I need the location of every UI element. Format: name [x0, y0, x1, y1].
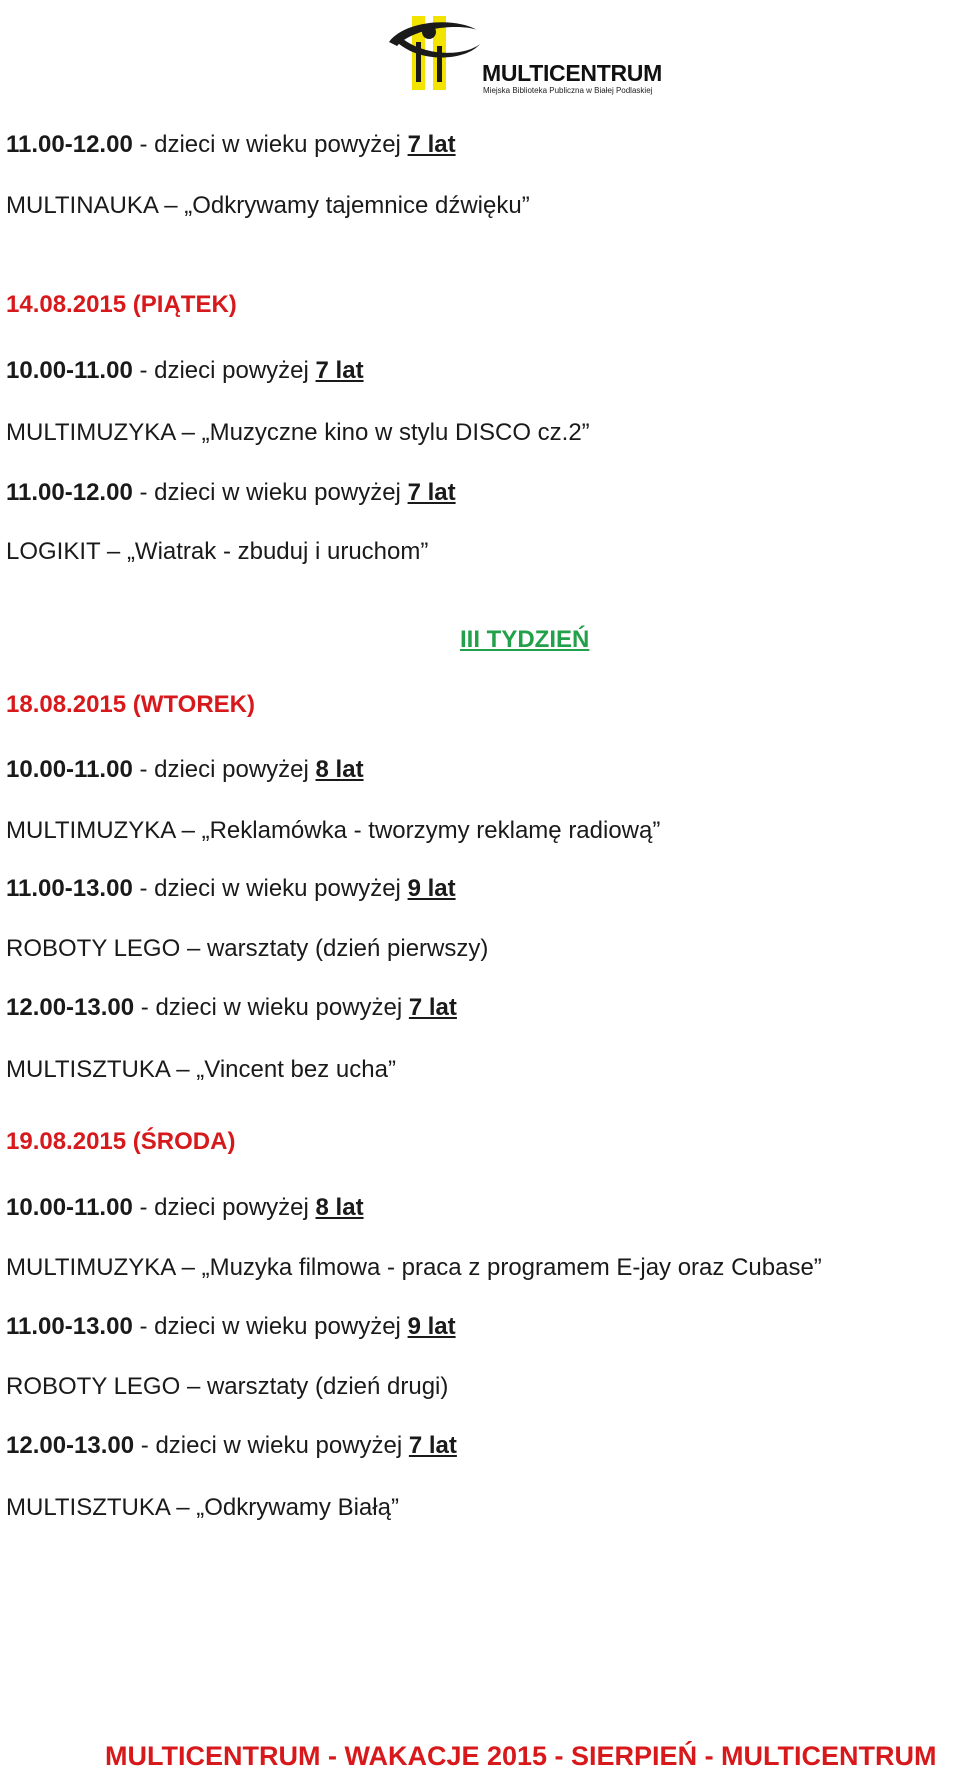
- time-range: 10.00-11.00: [6, 1194, 133, 1221]
- age-limit: 8 lat: [315, 756, 364, 783]
- age-limit: 8 lat: [315, 1194, 364, 1221]
- time-slot: [6, 478, 456, 508]
- age-description: - dzieci powyżej: [132, 756, 316, 783]
- activity-title: MULTINAUKA – „Odkrywamy tajemnice dźwięku”: [6, 192, 530, 219]
- date-heading: 18.08.2015 (WTOREK): [6, 691, 255, 718]
- time-range: 11.00-13.00: [6, 875, 133, 902]
- time-range: 10.00-11.00: [6, 756, 133, 783]
- time-slot: [6, 1193, 364, 1223]
- age-description: - dzieci powyżej: [132, 357, 316, 384]
- time-range: 12.00-13.00: [6, 1432, 135, 1459]
- week-heading: III TYDZIEŃ: [460, 626, 590, 653]
- age-limit: 9 lat: [407, 875, 456, 902]
- age-description: - dzieci w wieku powyżej: [132, 479, 408, 506]
- date-heading: 19.08.2015 (ŚRODA): [6, 1128, 236, 1155]
- age-limit: 7 lat: [407, 479, 456, 506]
- age-limit: 7 lat: [407, 131, 456, 158]
- age-limit: 7 lat: [408, 1432, 457, 1459]
- logo: [385, 12, 685, 102]
- activity-title: LOGIKIT – „Wiatrak - zbuduj i uruchom”: [6, 538, 429, 565]
- age-description: - dzieci w wieku powyżej: [134, 994, 409, 1021]
- activity-title: MULTIMUZYKA – „Reklamówka - tworzymy reklamę radiową”: [6, 817, 661, 844]
- time-range: 12.00-13.00: [6, 994, 135, 1021]
- activity-title: ROBOTY LEGO – warsztaty (dzień drugi): [6, 1373, 449, 1400]
- time-slot: [6, 755, 364, 785]
- footer-banner: MULTICENTRUM - WAKACJE 2015 - SIERPIEŃ - MULTICENTRUM: [105, 1741, 937, 1771]
- age-description: - dzieci powyżej: [132, 1194, 316, 1221]
- time-slot: [6, 1431, 457, 1461]
- activity-title: MULTIMUZYKA – „Muzyka filmowa - praca z programem E-jay oraz Cubase”: [6, 1254, 822, 1281]
- time-range: 11.00-12.00: [6, 131, 133, 158]
- age-limit: 7 lat: [408, 994, 457, 1021]
- age-limit: 9 lat: [407, 1313, 456, 1340]
- time-slot: [6, 356, 364, 386]
- activity-title: MULTISZTUKA – „Odkrywamy Białą”: [6, 1494, 399, 1521]
- age-description: - dzieci w wieku powyżej: [132, 875, 408, 902]
- age-description: - dzieci w wieku powyżej: [132, 131, 408, 158]
- time-slot: [6, 130, 456, 160]
- activity-title: MULTISZTUKA – „Vincent bez ucha”: [6, 1056, 396, 1083]
- time-slot: [6, 874, 456, 904]
- activity-title: ROBOTY LEGO – warsztaty (dzień pierwszy): [6, 935, 489, 962]
- time-range: 11.00-13.00: [6, 1313, 133, 1340]
- activity-title: MULTIMUZYKA – „Muzyczne kino w stylu DISCO cz.2”: [6, 419, 590, 446]
- age-description: - dzieci w wieku powyżej: [134, 1432, 409, 1459]
- logo-name: MULTICENTRUM: [482, 60, 662, 86]
- time-slot: [6, 993, 457, 1023]
- time-slot: [6, 1312, 456, 1342]
- date-heading: 14.08.2015 (PIĄTEK): [6, 291, 237, 318]
- age-description: - dzieci w wieku powyżej: [132, 1313, 408, 1340]
- age-limit: 7 lat: [315, 357, 364, 384]
- time-range: 11.00-12.00: [6, 479, 133, 506]
- logo-subtitle: Miejska Biblioteka Publiczna w Białej Podlaskiej: [483, 86, 653, 95]
- time-range: 10.00-11.00: [6, 357, 133, 384]
